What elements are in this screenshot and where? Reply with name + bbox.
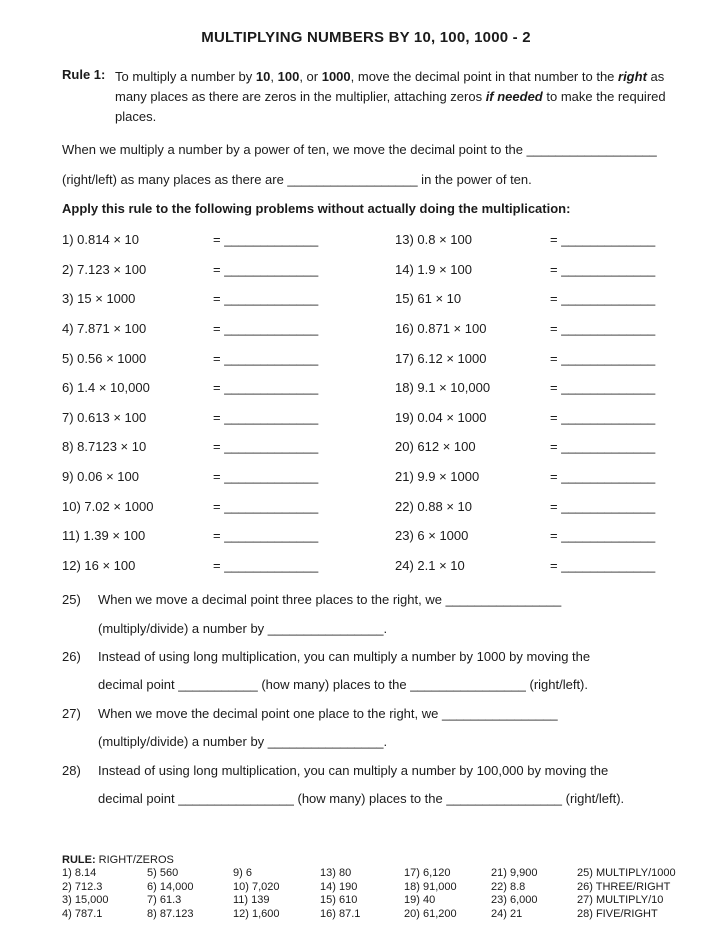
problem-expression: 5) 0.56 × 1000 <box>62 350 147 366</box>
problem-answer-blank: = _____________ <box>213 321 319 337</box>
answer-key-cell: 20) 61,200 <box>404 907 457 920</box>
word-problem-number: 27) <box>62 705 81 721</box>
problem-expression: 22) 0.88 × 10 <box>395 498 472 514</box>
problem-expression: 15) 61 × 10 <box>395 291 462 307</box>
word-problem-line: When we move a decimal point three places to the right, we ________________ <box>98 592 562 608</box>
word-problem <box>62 586 670 643</box>
rule-block <box>62 67 670 127</box>
rule-text-segment: , <box>270 69 278 84</box>
answer-key-cell: 5) 560 <box>147 867 179 880</box>
word-problem-line: When we move the decimal point one place to the right, we ________________ <box>98 705 558 721</box>
answer-key-row <box>62 894 670 907</box>
problem-expression: 17) 6.12 × 1000 <box>395 350 487 366</box>
problem-row <box>62 314 395 344</box>
problem-expression: 1) 0.814 × 10 <box>62 232 139 248</box>
word-problem <box>62 643 670 700</box>
problem-answer-blank: = _____________ <box>213 232 319 248</box>
word-problem-number: 25) <box>62 592 81 608</box>
problem-row <box>62 373 395 403</box>
problem-answer-blank: = _____________ <box>213 469 319 485</box>
problem-answer-blank: = _____________ <box>213 291 319 307</box>
problem-row <box>395 432 670 462</box>
answer-key-cell: 7) 61.3 <box>147 894 182 907</box>
problem-row <box>395 314 670 344</box>
rule-text-segment: , move the decimal point in that number to the <box>350 69 619 84</box>
word-problem-lines <box>98 643 670 700</box>
problem-expression: 14) 1.9 × 100 <box>395 261 472 277</box>
intro-line-1: When we multiply a number by a power of ten, we move the decimal point to the __________________ <box>62 142 657 157</box>
problem-row <box>395 521 670 551</box>
answer-key-cell: 6) 14,000 <box>147 880 194 893</box>
problem-answer-blank: = _____________ <box>550 557 656 573</box>
problem-answer-blank: = _____________ <box>213 261 319 277</box>
problem-row <box>395 491 670 521</box>
problem-expression: 7) 0.613 × 100 <box>62 409 147 425</box>
answer-key-cell: 16) 87.1 <box>320 907 361 920</box>
problem-row <box>395 373 670 403</box>
problems-column-right <box>395 225 670 580</box>
problem-expression: 2) 7.123 × 100 <box>62 261 147 277</box>
rule-text <box>115 67 670 127</box>
rule-text-segment: 1000 <box>321 69 351 84</box>
rule-text-segment: as many places as there are zeros in the multiplier, attaching zeros <box>115 69 665 104</box>
answer-key-rule-label: RULE: <box>62 854 96 867</box>
problem-answer-blank: = _____________ <box>213 350 319 366</box>
problem-row <box>62 551 395 581</box>
problem-answer-blank: = _____________ <box>550 380 656 396</box>
problem-expression: 21) 9.9 × 1000 <box>395 469 480 485</box>
problem-answer-blank: = _____________ <box>550 498 656 514</box>
rule-text-segment: if needed <box>485 89 543 104</box>
problem-answer-blank: = _____________ <box>213 409 319 425</box>
answer-key-cell: 28) FIVE/RIGHT <box>577 907 658 920</box>
rule-text-segment: 10 <box>255 69 271 84</box>
problem-row <box>395 225 670 255</box>
problem-answer-blank: = _____________ <box>550 469 656 485</box>
word-problem <box>62 700 670 757</box>
problem-expression: 8) 8.7123 × 10 <box>62 439 147 455</box>
word-problem-line: (multiply/divide) a number by ________________. <box>98 734 388 750</box>
answer-key-cell: 23) 6,000 <box>491 894 538 907</box>
problem-row <box>395 255 670 285</box>
problem-row <box>62 521 395 551</box>
problem-answer-blank: = _____________ <box>550 439 656 455</box>
problem-row <box>62 255 395 285</box>
answer-key-row <box>62 881 670 894</box>
problems-section <box>62 225 670 580</box>
answer-key-cell: 17) 6,120 <box>404 867 451 880</box>
rule-text-segment: 100 <box>277 69 300 84</box>
problems-column-left <box>62 225 395 580</box>
word-problem <box>62 757 670 814</box>
answer-key-row <box>62 908 670 921</box>
answer-key-cell: 8) 87.123 <box>147 907 194 920</box>
answer-key-cell: 9) 6 <box>233 867 252 880</box>
word-problem-line: decimal point ________________ (how many) places to the ________________ (right/left). <box>98 790 625 806</box>
intro-line-2: (right/left) as many places as there are __________________ in the power of ten. <box>62 172 532 187</box>
rule-label: Rule 1: <box>62 67 106 82</box>
rule-text-segment: to make the required places. <box>115 89 666 124</box>
problem-row <box>62 284 395 314</box>
problem-expression: 18) 9.1 × 10,000 <box>395 380 491 396</box>
problem-answer-blank: = _____________ <box>550 321 656 337</box>
page-title: MULTIPLYING NUMBERS BY 10, 100, 1000 - 2 <box>201 29 531 46</box>
problem-expression: 16) 0.871 × 100 <box>395 321 487 337</box>
problem-answer-blank: = _____________ <box>213 380 319 396</box>
answer-key-cell: 1) 8.14 <box>62 867 97 880</box>
problem-row <box>62 403 395 433</box>
answer-key-cell: 4) 787.1 <box>62 907 103 920</box>
problem-answer-blank: = _____________ <box>550 409 656 425</box>
answer-key-cell: 22) 8.8 <box>491 880 526 893</box>
problem-answer-blank: = _____________ <box>550 528 656 544</box>
problem-answer-blank: = _____________ <box>213 439 319 455</box>
word-problem-lines <box>98 586 670 643</box>
problem-row <box>62 225 395 255</box>
problem-answer-blank: = _____________ <box>213 557 319 573</box>
problem-expression: 6) 1.4 × 10,000 <box>62 380 150 396</box>
problem-row <box>62 432 395 462</box>
answer-key-cell: 11) 139 <box>233 894 270 907</box>
problem-expression: 20) 612 × 100 <box>395 439 476 455</box>
word-problem-number: 28) <box>62 762 81 778</box>
problem-expression: 12) 16 × 100 <box>62 557 136 573</box>
answer-key-cell: 14) 190 <box>320 880 358 893</box>
problem-row <box>62 462 395 492</box>
word-problem-lines <box>98 700 670 757</box>
problem-expression: 23) 6 × 1000 <box>395 528 469 544</box>
problem-answer-blank: = _____________ <box>550 291 656 307</box>
answer-key-cell: 27) MULTIPLY/10 <box>577 894 664 907</box>
problem-row <box>395 551 670 581</box>
answer-key-cell: 10) 7,020 <box>233 880 280 893</box>
answer-key-cell: 15) 610 <box>320 894 358 907</box>
problem-expression: 4) 7.871 × 100 <box>62 321 147 337</box>
answer-key-row <box>62 867 676 880</box>
problem-expression: 9) 0.06 × 100 <box>62 469 139 485</box>
answer-key-cell: 24) 21 <box>491 907 523 920</box>
word-problem-line: decimal point ___________ (how many) places to the ________________ (right/left). <box>98 677 589 693</box>
answer-key-cell: 21) 9,900 <box>491 867 538 880</box>
word-problems-section <box>62 586 670 813</box>
rule-text-segment: right <box>618 69 647 84</box>
rule-text-segment: , or <box>299 69 322 84</box>
answer-key-rows <box>62 867 676 921</box>
answer-key <box>62 853 676 921</box>
word-problem-number: 26) <box>62 648 81 664</box>
problem-expression: 10) 7.02 × 1000 <box>62 498 154 514</box>
problem-answer-blank: = _____________ <box>213 528 319 544</box>
answer-key-cell: 25) MULTIPLY/1000 <box>577 867 676 880</box>
problem-answer-blank: = _____________ <box>213 498 319 514</box>
answer-key-cell: 12) 1,600 <box>233 907 280 920</box>
problem-row <box>395 343 670 373</box>
answer-key-cell: 19) 40 <box>404 894 436 907</box>
apply-heading: Apply this rule to the following problems without actually doing the multiplication: <box>62 201 571 216</box>
problem-expression: 3) 15 × 1000 <box>62 291 136 307</box>
problem-expression: 13) 0.8 × 100 <box>395 232 472 248</box>
problem-expression: 19) 0.04 × 1000 <box>395 409 487 425</box>
answer-key-rule-value: RIGHT/ZEROS <box>98 854 174 867</box>
problem-row <box>62 491 395 521</box>
problem-expression: 11) 1.39 × 100 <box>62 528 146 544</box>
word-problem-line: (multiply/divide) a number by ________________. <box>98 620 388 636</box>
answer-key-rule-line <box>62 853 670 867</box>
answer-key-cell: 18) 91,000 <box>404 880 457 893</box>
word-problem-lines <box>98 757 670 814</box>
rule-text-segment: To multiply a number by <box>115 69 256 84</box>
problem-answer-blank: = _____________ <box>550 350 656 366</box>
problem-expression: 24) 2.1 × 10 <box>395 557 465 573</box>
word-problem-line: Instead of using long multiplication, you can multiply a number by 100,000 by moving the <box>98 762 609 778</box>
answer-key-cell: 26) THREE/RIGHT <box>577 880 671 893</box>
problem-answer-blank: = _____________ <box>550 261 656 277</box>
problem-row <box>395 403 670 433</box>
problem-row <box>395 462 670 492</box>
problem-answer-blank: = _____________ <box>550 232 656 248</box>
problem-row <box>395 284 670 314</box>
problem-row <box>62 343 395 373</box>
answer-key-cell: 2) 712.3 <box>62 880 103 893</box>
word-problem-line: Instead of using long multiplication, you can multiply a number by 1000 by moving the <box>98 648 591 664</box>
answer-key-cell: 3) 15,000 <box>62 894 109 907</box>
answer-key-cell: 13) 80 <box>320 867 352 880</box>
